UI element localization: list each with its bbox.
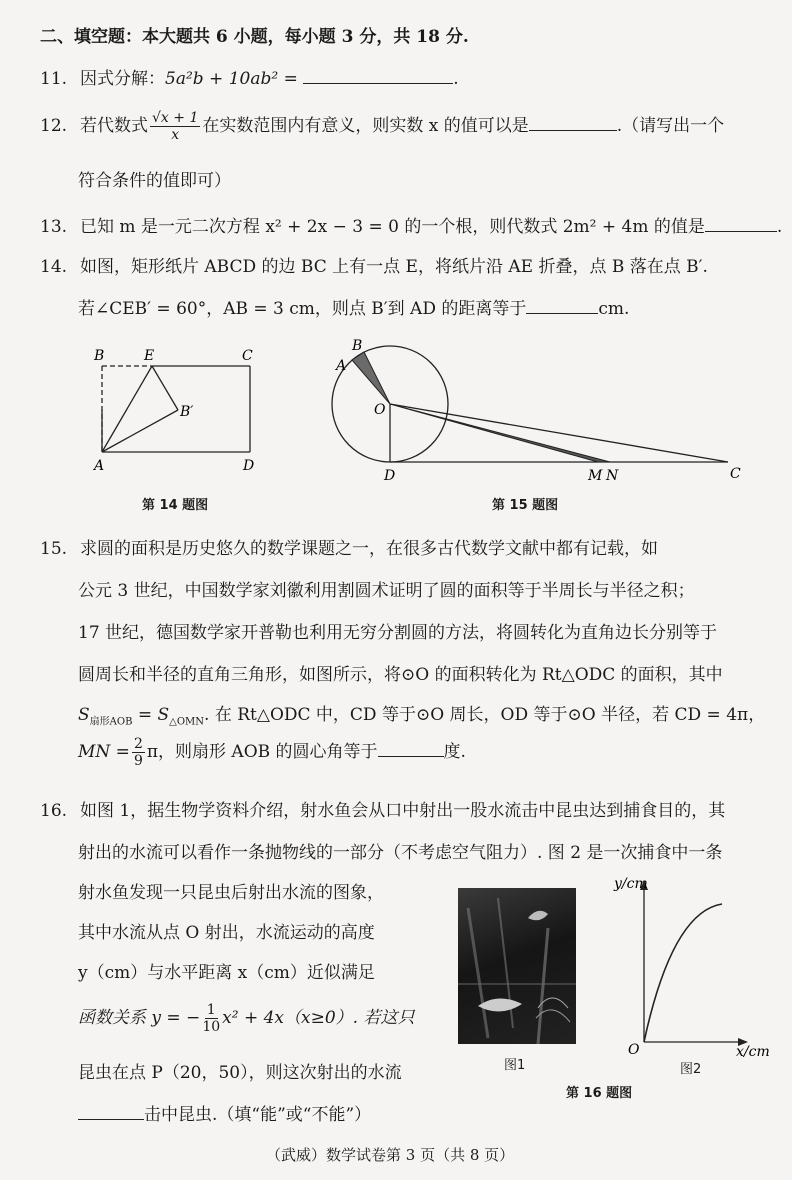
fraction-numerator: √x + 1	[152, 110, 199, 126]
archerfish-photo	[458, 888, 576, 1044]
q15-sub2: △OMN	[169, 716, 205, 728]
q11-expression: 5a²b + 10ab² =	[165, 69, 298, 89]
label-Bprime: B′	[180, 404, 194, 420]
segment-EBp	[152, 366, 178, 410]
fraction-numerator: 1	[206, 1002, 216, 1018]
q11-end: .	[453, 69, 459, 89]
label-B: B	[352, 338, 363, 354]
q12-lead: 若代数式	[80, 116, 148, 136]
question-13	[40, 212, 782, 237]
question-number: 12.	[40, 116, 68, 136]
question-16	[40, 796, 725, 821]
sector-AOB	[352, 352, 390, 404]
question-number: 14.	[40, 257, 68, 277]
answer-blank[interactable]	[378, 742, 444, 757]
question-15	[40, 534, 658, 559]
q14-unit: cm.	[598, 299, 630, 319]
q16-line8-text: 击中昆虫.（填“能”或“不能”）	[144, 1105, 372, 1125]
label-O: O	[374, 402, 386, 418]
q15-line6-end: 度.	[443, 742, 466, 762]
q15-line5	[78, 700, 765, 727]
triangle-OMN	[390, 404, 610, 462]
figure-16-caption: 第 16 题图	[566, 1086, 633, 1101]
q15-line5-rest: . 在 Rt△ODC 中，CD 等于⊙O 周长，OD 等于⊙O 半径，若 CD = 4π，	[204, 705, 766, 725]
q13-end: .	[776, 217, 783, 237]
answer-blank[interactable]	[303, 69, 453, 84]
q15-line4: 圆周长和半径的直角三角形，如图所示，将⊙O 的面积转化为 Rt△ODC 的面积，其中	[78, 665, 723, 685]
q16-line8	[78, 1100, 371, 1125]
q15-s1: S	[78, 705, 90, 725]
label-A: A	[336, 358, 347, 374]
q14-line2	[78, 294, 629, 319]
label-E: E	[144, 348, 155, 364]
origin-label: O	[628, 1042, 640, 1058]
q15-line2: 公元 3 世纪，中国数学家刘徽利用割圆术证明了圆的面积等于半周长与半径之积；	[78, 581, 695, 601]
q16-line5: y（cm）与水平距离 x（cm）近似满足	[78, 963, 375, 983]
fraction-denominator: x	[171, 127, 180, 143]
q14-line1: 如图，矩形纸片 ABCD 的边 BC 上有一点 E，将纸片沿 AE 折叠，点 B 落在点 B′.	[80, 257, 708, 277]
question-12	[40, 110, 724, 143]
figure-16-graph	[614, 872, 778, 1060]
answer-blank[interactable]	[705, 217, 777, 232]
question-14	[40, 252, 708, 277]
label-C: C	[730, 466, 741, 482]
q12-text: 在实数范围内有意义，则实数 x 的值可以是	[202, 116, 529, 136]
q15-mn: MN =	[78, 742, 130, 762]
answer-blank[interactable]	[78, 1105, 144, 1120]
photo-drawing	[458, 888, 576, 1044]
q15-line6-text: π，则扇形 AOB 的圆心角等于	[146, 742, 378, 762]
question-number: 16.	[40, 801, 68, 821]
q15-line1: 求圆的面积是历史悠久的数学课题之一，在很多古代数学文献中都有记载，如	[80, 539, 658, 559]
answer-blank[interactable]	[526, 299, 598, 314]
fraction-denominator: 9	[133, 753, 143, 769]
fraction-numerator: 2	[133, 736, 143, 752]
figure-15-caption: 第 15 题图	[492, 498, 559, 513]
figure-14-caption: 第 14 题图	[142, 498, 209, 513]
segment-ABp	[102, 410, 178, 452]
q12-line2: 符合条件的值即可）	[78, 171, 231, 191]
question-number: 11.	[40, 69, 68, 89]
figure-1-caption: 图1	[504, 1058, 526, 1073]
q15-sub1: 扇形AOB	[89, 716, 133, 728]
label-D: D	[384, 468, 396, 484]
q16-function-lead: 函数关系 y = −	[78, 1008, 201, 1028]
q15-line6	[78, 736, 466, 769]
q16-function-rest: x² + 4x（x≥0）. 若这只	[222, 1008, 415, 1028]
q15-eq: = S	[132, 705, 170, 725]
q15-fraction	[132, 736, 145, 769]
figure-2-caption: 图2	[680, 1062, 702, 1077]
q12-end: .（请写出一个	[616, 116, 725, 136]
q16-line1: 如图 1，据生物学资料介绍，射水鱼会从口中射出一股水流击中昆虫达到捕食目的，其	[80, 801, 726, 821]
section-title: 二、填空题：本大题共 6 小题，每小题 3 分，共 18 分.	[40, 27, 469, 47]
q16-line7: 昆虫在点 P（20，50），则这次射出的水流	[78, 1063, 402, 1083]
label-A: A	[94, 458, 105, 474]
q11-lead: 因式分解：	[80, 69, 165, 89]
q13-text: 已知 m 是一元二次方程 x² + 2x − 3 = 0 的一个根，则代数式 2m² + 4m 的值是	[80, 217, 705, 237]
q16-line4: 其中水流从点 O 射出，水流运动的高度	[78, 923, 375, 943]
water-trajectory	[644, 904, 722, 1042]
label-B: B	[94, 348, 105, 364]
segment-AE	[102, 366, 152, 452]
q16-line6	[78, 1002, 414, 1035]
q12-fraction	[150, 110, 200, 143]
figure-14	[86, 340, 276, 490]
question-number: 15.	[40, 539, 68, 559]
question-11	[40, 64, 459, 89]
label-C: C	[242, 348, 253, 364]
x-axis-label: x/cm	[736, 1044, 770, 1060]
page-footer: （武威）数学试卷第 3 页（共 8 页）	[266, 1146, 515, 1164]
q15-line3: 17 世纪，德国数学家开普勒也利用无穷分割圆的方法，将圆转化为直角边长分别等于	[78, 623, 718, 643]
answer-blank[interactable]	[529, 116, 617, 131]
label-M: M	[588, 468, 603, 484]
q16-line2: 射出的水流可以看作一条抛物线的一部分（不考虑空气阻力）. 图 2 是一次捕食中一条	[78, 843, 723, 863]
figure-15	[330, 338, 760, 488]
q16-fraction	[202, 1002, 220, 1035]
fraction-denominator: 10	[202, 1019, 221, 1035]
label-N: N	[606, 468, 619, 484]
q16-line3: 射水鱼发现一只昆虫后射出水流的图象，	[78, 883, 384, 903]
label-D: D	[243, 458, 255, 474]
q14-text: 若∠CEB′ = 60°，AB = 3 cm，则点 B′到 AD 的距离等于	[78, 299, 527, 319]
question-number: 13.	[40, 217, 68, 237]
y-axis-label: y/cm	[614, 876, 648, 892]
